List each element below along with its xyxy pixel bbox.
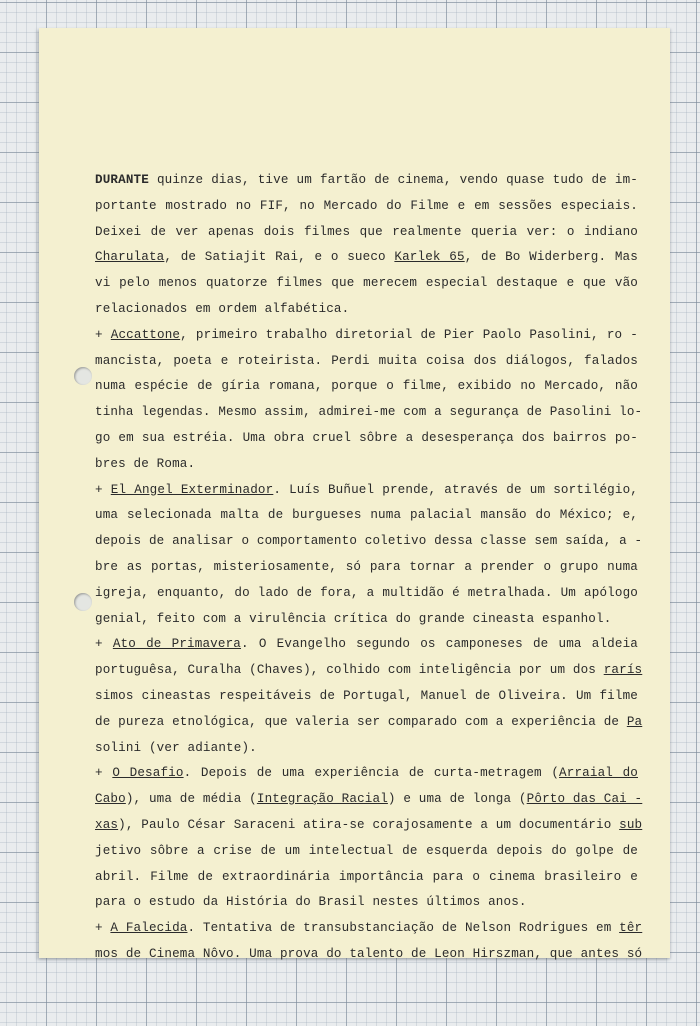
text-line <box>95 374 638 400</box>
text-run: de pureza etnológica, que valeria ser comparado com a experiência de <box>95 714 627 729</box>
underlined-title: Cabo <box>95 792 126 807</box>
text-run: vi pelo menos quatorze filmes que merecem especial destaque e que vão <box>95 276 638 291</box>
text-line <box>95 942 643 968</box>
text-run: tinha legendas. Mesmo assim, admirei-me com a segurança de Pasolini lo- <box>95 405 643 420</box>
text-run: uma selecionada malta de burgueses numa palacial mansão do México; e, <box>95 508 638 523</box>
text-run: ), uma de média ( <box>125 792 257 807</box>
text-run: jetivo sôbre a crise de um intelectual de esquerda depois do golpe de <box>95 843 638 858</box>
text-run: , de Satiajit Rai, e o sueco <box>164 250 395 265</box>
text-line <box>95 400 643 426</box>
text-run: ) e uma de longa ( <box>387 792 527 807</box>
bold-word: DURANTE <box>95 173 149 187</box>
text-run: ), Paulo César Saraceni atira-se corajosamente a um documentário <box>118 817 620 832</box>
punch-hole <box>74 593 92 611</box>
text-run: go em sua estréia. Uma obra cruel sôbre a desesperança dos bairros po- <box>95 430 638 445</box>
underlined-title: rarís <box>603 663 643 678</box>
underlined-title: xas <box>95 817 119 832</box>
text-run: + <box>95 637 113 652</box>
document-body <box>95 168 643 968</box>
text-line <box>95 245 638 271</box>
underlined-title: Pôrto das Cai - <box>526 792 643 807</box>
text-run: numa espécie de gíria romana, porque o filme, exibido no Mercado, não <box>95 379 638 394</box>
text-run: . Luís Buñuel prende, através de um sortilégio, <box>273 482 638 497</box>
punch-hole <box>74 367 92 385</box>
text-run: bre as portas, misteriosamente, só para tornar a prender o grupo numa <box>95 559 638 574</box>
text-line <box>95 503 638 529</box>
underlined-title: Ato de Primavera <box>112 637 241 652</box>
text-line <box>95 426 638 452</box>
text-run: . Depois de uma experiência de curta-metragem ( <box>183 766 560 781</box>
text-line <box>95 529 643 555</box>
underlined-title: Integração Racial <box>256 792 388 807</box>
text-run: portuguêsa, Curalha (Chaves), colhido com inteligência por um dos <box>95 663 604 678</box>
text-run: abril. Filme de extraordinária importância para o cinema brasileiro e <box>95 869 638 884</box>
underlined-title: Accattone <box>110 327 181 342</box>
underlined-title: Pa <box>626 714 643 729</box>
text-line <box>95 194 638 220</box>
text-run: quinze dias, tive um fartão de cinema, vendo quase tudo de im- <box>148 173 638 187</box>
underlined-title: Karlek 65 <box>394 250 465 265</box>
text-line <box>95 839 638 865</box>
underlined-title: têr <box>619 921 643 936</box>
text-run: . Tentativa de transubstanciação de Nelson Rodrigues em <box>187 921 620 936</box>
text-line <box>95 581 638 607</box>
text-run: genial, feito com a virulência crítica do grande cineasta espanhol. <box>95 611 612 626</box>
text-line <box>95 271 638 297</box>
underlined-title: Charulata <box>95 250 165 265</box>
text-run: portante mostrado no FIF, no Mercado do Filme e em sessões especiais. <box>95 198 638 213</box>
typewritten-page <box>39 28 670 961</box>
text-line <box>95 916 643 942</box>
text-line <box>95 297 638 323</box>
text-line <box>95 761 638 787</box>
text-run: depois de analisar o comportamento coletivo dessa classe sem saída, a - <box>95 534 643 549</box>
text-run: relacionados em ordem alfabética. <box>95 301 350 316</box>
text-line <box>95 478 638 504</box>
text-run: bres de Roma. <box>95 456 196 471</box>
text-line <box>95 865 638 891</box>
text-line <box>95 787 643 813</box>
text-run: . O Evangelho segundo os camponeses de uma aldeia <box>241 637 638 652</box>
text-line <box>95 710 643 736</box>
text-line <box>95 813 643 839</box>
underlined-title: El Angel Exterminador <box>110 482 274 497</box>
text-run: Deixei de ver apenas dois filmes que realmente queria ver: o indiano <box>95 224 638 239</box>
text-line <box>95 349 638 375</box>
text-line <box>95 632 638 658</box>
text-line <box>95 168 638 194</box>
text-run: + <box>95 482 111 497</box>
underlined-title: sub <box>619 817 643 832</box>
text-run: + <box>95 327 111 342</box>
underlined-title: Arraial do <box>559 766 638 781</box>
text-run: , primeiro trabalho diretorial de Pier Paolo Pasolini, ro - <box>180 327 638 342</box>
text-run: mancista, poeta e roteirista. Perdi muita coisa dos diálogos, falados <box>95 353 638 368</box>
text-line <box>95 736 638 762</box>
text-line <box>95 684 638 710</box>
text-run: igreja, enquanto, do lado de fora, a multidão é metralhada. Um apólogo <box>95 585 638 600</box>
text-run: mos de Cinema Nôvo. Uma prova do talento de Leon Hirszman, que antes só <box>95 946 643 961</box>
text-run: solini (ver adiante). <box>95 740 257 755</box>
text-run: + <box>95 921 111 936</box>
text-run: + <box>95 766 113 781</box>
text-line <box>95 555 638 581</box>
text-run: , de Bo Widerberg. Mas <box>464 250 638 265</box>
text-line <box>95 452 638 478</box>
text-line <box>95 220 638 246</box>
text-line <box>95 890 638 916</box>
underlined-title: O Desafio <box>112 766 184 781</box>
text-run: para o estudo da História do Brasil nestes últimos anos. <box>95 895 527 910</box>
text-line <box>95 607 638 633</box>
text-line <box>95 658 643 684</box>
underlined-title: A Falecida <box>110 921 188 936</box>
text-line <box>95 323 638 349</box>
text-run: simos cineastas respeitáveis de Portugal, Manuel de Oliveira. Um filme <box>95 688 638 703</box>
